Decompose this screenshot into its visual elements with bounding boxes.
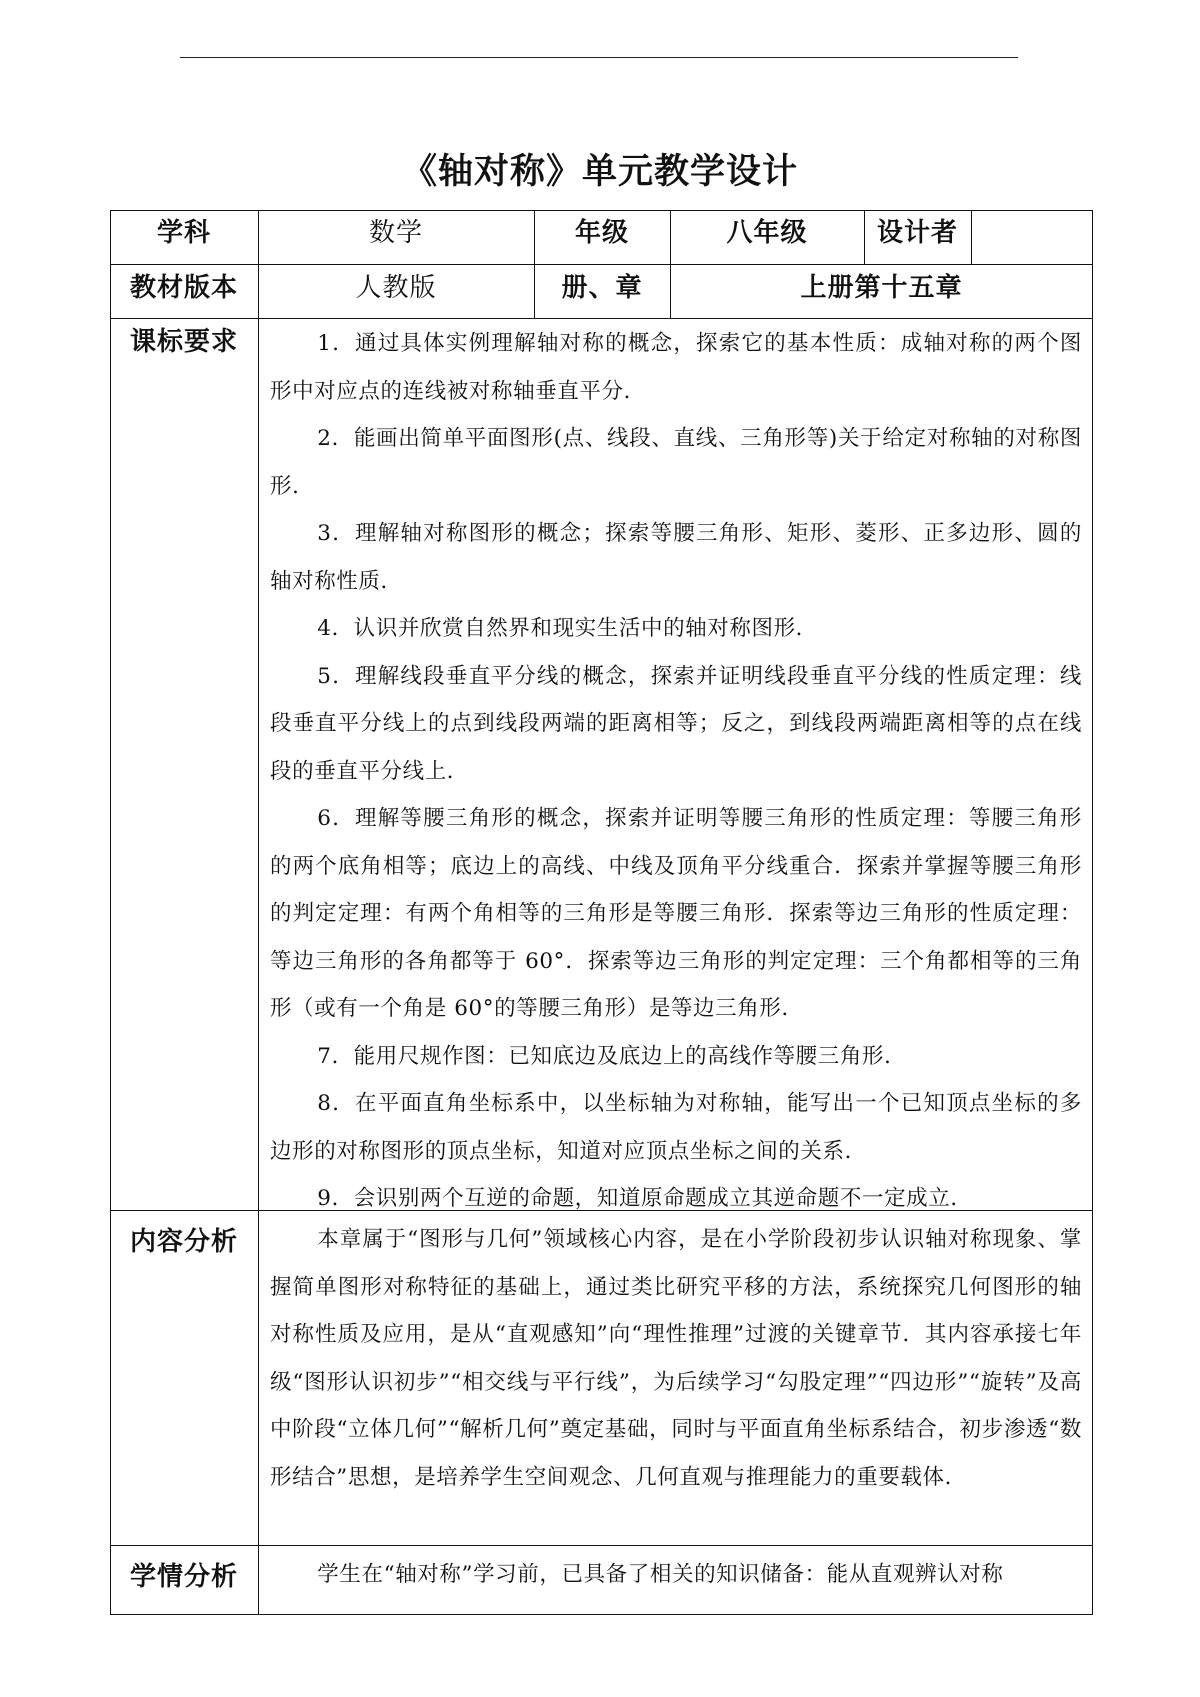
designer-value	[971, 209, 1093, 251]
column-divider	[258, 210, 259, 1615]
requirement-item: 9．会识别两个互逆的命题，知道原命题成立其逆命题不一定成立．	[317, 1186, 973, 1211]
student-paragraph: 学生在“轴对称”学习前，已具备了相关的知识储备：能从直观辨认对称	[317, 1562, 1004, 1587]
requirement-item: 2．能画出简单平面图形(点、线段、直线、三角形等)关于给定对称轴的对称图形．	[270, 426, 1082, 499]
grade-label: 年级	[574, 217, 629, 248]
grade-value: 八年级	[726, 217, 808, 248]
requirements-label: 课标要求	[129, 326, 238, 357]
requirement-item: 6．理解等腰三角形的概念，探索并证明等腰三角形的性质定理：等腰三角形的两个底角相等；底边上的高线、中线及顶角平分线重合．探索并掌握等腰三角形的判定定理：有两个角相等的三角形是等腰三角形．探索等边三角形的性质定理：等边三角形的各角都等于 60°．探索等边三角形的判定定理：三个角都相等的三角形（或有一个角是 60°的等腰三角形）是等边三角形．	[270, 806, 1082, 1021]
volume-label: 册、章	[561, 272, 643, 303]
content-analysis-label: 内容分析	[129, 1226, 238, 1257]
requirement-item: 3．理解轴对称图形的概念；探索等腰三角形、矩形、菱形、正多边形、圆的轴对称性质．	[270, 521, 1082, 594]
volume-value: 上册第十五章	[800, 272, 963, 303]
header-rule	[180, 57, 1018, 58]
content-paragraph: 本章属于“图形与几何”领域核心内容，是在小学阶段初步认识轴对称现象、掌握简单图形对称特征的基础上，通过类比研究平移的方法，系统探究几何图形的轴对称性质及应用，是从“直观感知”向“理性推理”过渡的关键章节．其内容承接七年级“图形认识初步”“相交线与平行线”，为后续学习“勾股定理”“四边形”“旋转”及高中阶段“立体几何”“解析几何”奠定基础，同时与平面直角坐标系结合，初步渗透“数形结合”思想，是培养学生空间观念、几何直观与推理能力的重要载体．	[270, 1227, 1082, 1490]
edition-label: 教材版本	[129, 272, 238, 303]
student-analysis-body	[270, 1551, 1082, 1599]
requirement-item: 4．认识并欣赏自然界和现实生活中的轴对称图形．	[317, 616, 818, 641]
requirement-item: 7．能用尺规作图：已知底边及底边上的高线作等腰三角形．	[317, 1043, 907, 1069]
student-analysis-label: 学情分析	[129, 1561, 238, 1592]
content-analysis-body	[270, 1216, 1082, 1501]
subject-label: 学科	[156, 217, 211, 248]
subject-value: 数学	[368, 217, 423, 248]
requirement-item: 1．通过具体实例理解轴对称的概念，探索它的基本性质：成轴对称的两个图形中对应点的连线被对称轴垂直平分．	[270, 331, 1082, 404]
requirements-body	[270, 320, 1082, 1223]
designer-label: 设计者	[876, 217, 958, 248]
requirement-item: 8．在平面直角坐标系中，以坐标轴为对称轴，能写出一个已知顶点坐标的多边形的对称图形的顶点坐标，知道对应顶点坐标之间的关系．	[270, 1091, 1082, 1164]
requirement-item: 5．理解线段垂直平分线的概念，探索并证明线段垂直平分线的性质定理：线段垂直平分线上的点到线段两端的距离相等；反之，到线段两端距离相等的点在线段的垂直平分线上．	[270, 663, 1082, 784]
edition-value: 人教版	[355, 272, 437, 303]
document-title: 《轴对称》单元教学设计	[401, 152, 798, 192]
